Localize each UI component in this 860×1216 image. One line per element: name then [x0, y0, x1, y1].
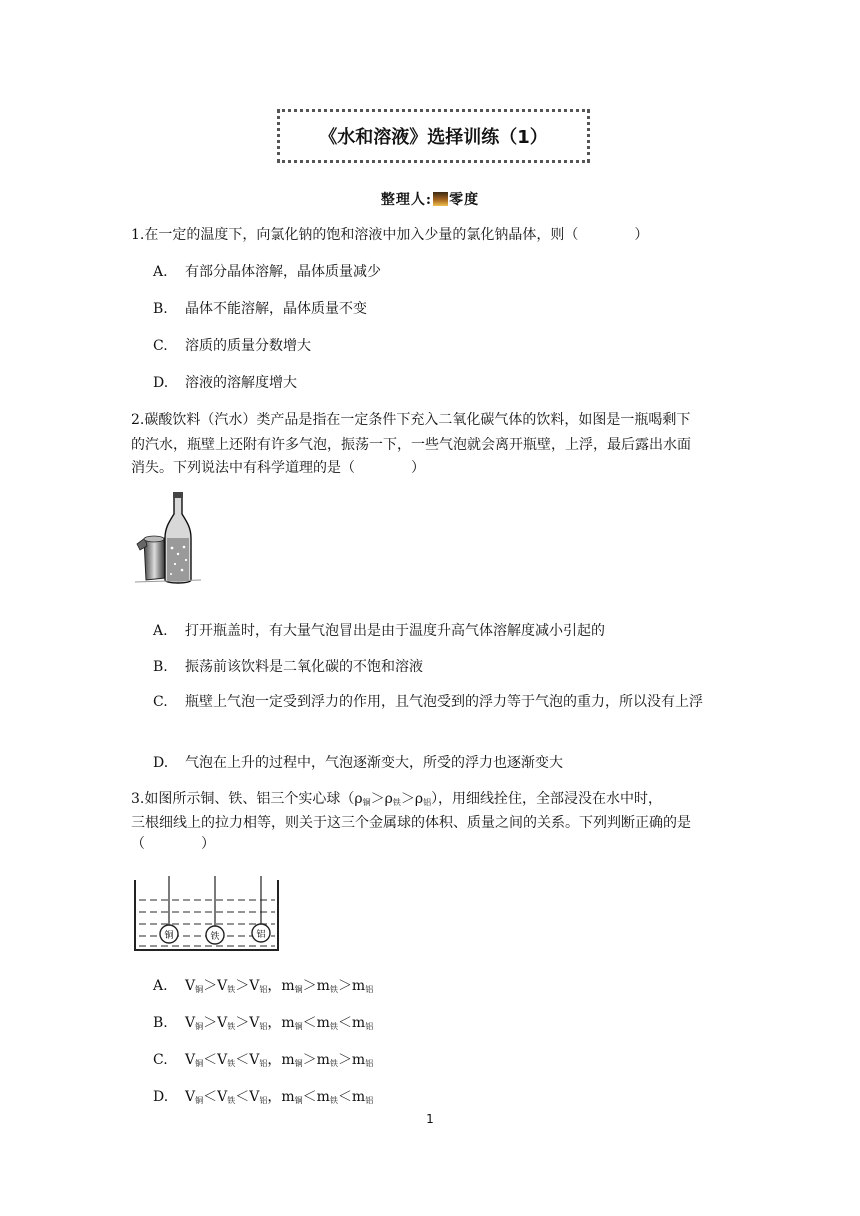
option-text: 打开瓶盖时，有大量气泡冒出是由于温度升高气体溶解度减小引起的 — [185, 623, 605, 639]
q2-stem-line2: 的汽水，瓶壁上还附有许多气泡，振荡一下，一些气泡就会离开瓶壁，上浮，最后露出水面 — [131, 437, 691, 453]
option-label: A. — [153, 264, 168, 280]
option-text: 溶质的质量分数增大 — [185, 338, 311, 354]
sunset-icon — [433, 192, 448, 206]
option-label: B. — [153, 659, 168, 675]
water-tank-figure — [133, 876, 281, 954]
title-box — [277, 109, 590, 163]
option-text: 晶体不能溶解，晶体质量不变 — [185, 301, 367, 317]
option-label: D. — [153, 375, 169, 391]
option-label: C. — [153, 338, 168, 354]
q2-stem-line3: 消失。下列说法中有科学道理的是（ ） — [131, 460, 425, 476]
option-text: 瓶壁上气泡一定受到浮力的作用，且气泡受到的浮力等于气泡的重力，所以没有上浮 — [185, 694, 703, 710]
option-text: 气泡在上升的过程中，气泡逐渐变大，所受的浮力也逐渐变大 — [185, 755, 563, 771]
option-label: B. — [153, 301, 168, 317]
option-text: 有部分晶体溶解，晶体质量减少 — [185, 264, 381, 280]
q3-stem-line2: 三根细线上的拉力相等，则关于这三个金属球的体积、质量之间的关系。下列判断正确的是 — [131, 815, 691, 831]
ball-label-iron: 铁 — [210, 932, 220, 942]
q2-stem-line1: 2.碳酸饮料（汽水）类产品是指在一定条件下充入二氧化碳气体的饮料，如图是一瓶喝剩下 — [131, 412, 691, 428]
option-label: D. — [153, 755, 169, 771]
ball-label-aluminum: 铝 — [256, 930, 266, 940]
option-label: C. — [153, 694, 168, 710]
page-title: 《水和溶液》选择训练（1） — [319, 127, 548, 148]
option-text: 振荡前该饮料是二氧化碳的不饱和溶液 — [185, 659, 423, 675]
author-line — [0, 189, 860, 209]
author-name: 零度 — [449, 192, 480, 208]
q2-option-c — [131, 691, 731, 714]
option-label: A. — [153, 623, 168, 639]
soda-bottle-figure — [131, 492, 211, 588]
page-number: 1 — [426, 1112, 434, 1126]
q3-stem-line3: （ ） — [131, 836, 215, 852]
q1-stem: 1.在一定的温度下，向氯化钠的饱和溶液中加入少量的氯化钠晶体，则（ ） — [131, 227, 649, 243]
ball-label-copper: 铜 — [164, 931, 174, 941]
q3-stem-line1: 3.如图所示铜、铁、铝三个实心球$(\rho_铜>\rho_铁>\rho_铝)$，用细线拴住，全部浸没在水中时， — [131, 791, 663, 807]
author-label: 整理人: — [380, 192, 433, 208]
option-text: 溶液的溶解度增大 — [185, 375, 297, 391]
